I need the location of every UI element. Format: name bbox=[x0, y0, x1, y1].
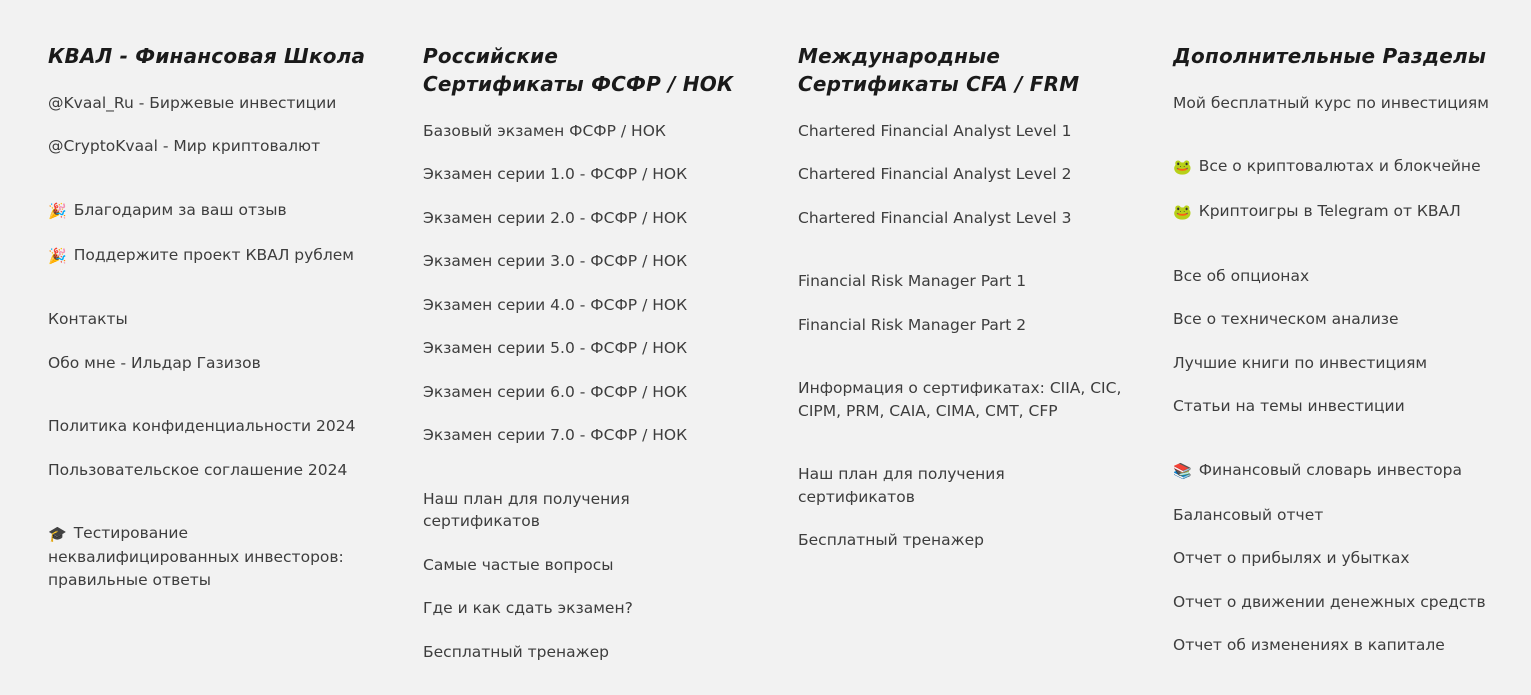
footer-link-самые-частые-вопросы[interactable] bbox=[423, 554, 750, 576]
footer-link-бесплатный-тренажер[interactable] bbox=[423, 641, 750, 663]
footer-link-label: Financial Risk Manager Part 2 bbox=[798, 315, 1027, 334]
footer-link-label: Все о криптовалютах и блокчейне bbox=[1198, 157, 1481, 176]
footer-group-spacer bbox=[798, 443, 1125, 463]
footer-link-chartered-financial-analyst-level-3[interactable] bbox=[798, 207, 1125, 229]
footer-link-label: Chartered Financial Analyst Level 3 bbox=[798, 208, 1072, 227]
footer-link-тестирование-неквалифицированных-инвесто[interactable] bbox=[48, 522, 375, 591]
footer-group-spacer bbox=[48, 395, 375, 415]
frog-icon: 🐸 bbox=[1173, 203, 1192, 222]
footer-link-экзамен-серии-7-0-фсфр-нок[interactable] bbox=[423, 424, 750, 446]
footer-column-title-line1: КВАЛ - Финансовая Школа bbox=[48, 44, 366, 68]
footer-link-label: Бесплатный тренажер bbox=[798, 531, 985, 550]
footer-link-базовый-экзамен-фсфр-нок[interactable] bbox=[423, 120, 750, 142]
books-icon: 📚 bbox=[1173, 461, 1192, 480]
footer-column-title-line2: Сертификаты CFA / FRM bbox=[798, 72, 1080, 96]
footer-link-экзамен-серии-2-0-фсфр-нок[interactable] bbox=[423, 207, 750, 229]
footer-link-label: @Kvaal_Ru - Биржевые инвестиции bbox=[48, 94, 337, 112]
footer-link-label: Все о техническом анализе bbox=[1173, 310, 1399, 329]
footer-link-экзамен-серии-6-0-фсфр-нок[interactable] bbox=[423, 381, 750, 403]
footer-group-spacer bbox=[1173, 245, 1531, 265]
footer-link-лучшие-книги-по-инвестициям[interactable] bbox=[1173, 352, 1531, 374]
footer-link-label: Финансовый словарь инвестора bbox=[1198, 460, 1462, 479]
footer-link-балансовый-отчет[interactable] bbox=[1173, 504, 1531, 526]
footer-link-label: Где и как сдать экзамен? bbox=[423, 599, 633, 618]
footer-group-spacer bbox=[798, 250, 1125, 270]
footer-link-label: Криптоигры в Telegram от КВАЛ bbox=[1198, 202, 1461, 221]
footer-link-label: Лучшие книги по инвестициям bbox=[1173, 353, 1428, 372]
footer-link-label: Благодарим за ваш отзыв bbox=[73, 200, 287, 219]
footer-group-spacer bbox=[48, 288, 375, 308]
footer-column-title bbox=[1173, 42, 1531, 70]
footer-link-label: Поддержите проект КВАЛ рублем bbox=[73, 245, 355, 264]
footer-link-label: Мой бесплатный курс по инвестициям bbox=[1173, 94, 1489, 112]
footer-link-label: Пользовательское соглашение 2024 bbox=[48, 460, 348, 479]
footer-link-label: Тестирование неквалифицированных инвесторов: правильные ответы bbox=[48, 524, 344, 589]
footer-link-экзамен-серии-5-0-фсфр-нок[interactable] bbox=[423, 337, 750, 359]
party-popper-icon: 🎉 bbox=[48, 246, 67, 265]
footer-link-label: Chartered Financial Analyst Level 1 bbox=[798, 122, 1072, 140]
footer-column-4 bbox=[1125, 30, 1531, 677]
footer-link-label: Самые частые вопросы bbox=[423, 555, 614, 574]
footer-link-label: Экзамен серии 2.0 - ФСФР / НОК bbox=[423, 208, 688, 227]
footer-column-1 bbox=[0, 30, 375, 612]
footer-link-информация-о-сертификатах-ciia-cic-cipm-[interactable] bbox=[798, 377, 1125, 422]
footer-link-криптоигры-в-telegram-от-квал[interactable] bbox=[1173, 200, 1531, 224]
footer-link-label: Обо мне - Ильдар Газизов bbox=[48, 353, 261, 372]
footer-link-label: Экзамен серии 6.0 - ФСФР / НОК bbox=[423, 382, 688, 401]
footer-link-label: Статьи на темы инвестиции bbox=[1173, 397, 1405, 416]
footer-link-label: Chartered Financial Analyst Level 2 bbox=[798, 165, 1072, 184]
graduation-cap-icon: 🎓 bbox=[48, 525, 67, 544]
footer-link-label: Все об опционах bbox=[1173, 266, 1310, 285]
footer-column-title bbox=[423, 42, 750, 98]
footer-group-spacer bbox=[48, 502, 375, 522]
footer-link-label: Информация о сертификатах: CIIA, CIC, CIPM, PRM, CAIA, CIMA, CMT, CFP bbox=[798, 379, 1122, 420]
footer-link-financial-risk-manager-part-1[interactable] bbox=[798, 270, 1125, 292]
footer-link-финансовый-словарь-инвестора[interactable] bbox=[1173, 459, 1531, 483]
footer-link-label: Экзамен серии 5.0 - ФСФР / НОК bbox=[423, 339, 688, 358]
footer-link-экзамен-серии-3-0-фсфр-нок[interactable] bbox=[423, 250, 750, 272]
footer-link-где-и-как-сдать-экзамен[interactable] bbox=[423, 597, 750, 619]
footer-link-политика-конфиденциальности-2024[interactable] bbox=[48, 415, 375, 437]
footer-link-label: Экзамен серии 3.0 - ФСФР / НОК bbox=[423, 252, 688, 271]
footer-column-2 bbox=[375, 30, 750, 684]
footer-group-spacer bbox=[798, 357, 1125, 377]
footer-link-экзамен-серии-4-0-фсфр-нок[interactable] bbox=[423, 294, 750, 316]
footer-link-все-о-криптовалютах-и-блокчейне[interactable] bbox=[1173, 155, 1531, 179]
footer-link-kvaal-ru-биржевые-инвестиции[interactable] bbox=[48, 92, 375, 114]
footer-link-label: Экзамен серии 1.0 - ФСФР / НОК bbox=[423, 165, 688, 184]
footer-link-label: Экзамен серии 4.0 - ФСФР / НОК bbox=[423, 295, 688, 314]
footer-link-label: Наш план для получения сертификатов bbox=[423, 489, 630, 531]
footer-link-мой-бесплатный-курс-по-инвестициям[interactable] bbox=[1173, 92, 1531, 114]
footer-link-financial-risk-manager-part-2[interactable] bbox=[798, 314, 1125, 336]
footer-column-title-line1: Дополнительные Разделы bbox=[1173, 44, 1487, 68]
footer-column-title bbox=[48, 42, 375, 70]
footer-link-бесплатный-тренажер[interactable] bbox=[798, 529, 1125, 551]
footer-link-label: Отчет о движении денежных средств bbox=[1173, 592, 1486, 611]
footer-link-label: Политика конфиденциальности 2024 bbox=[48, 417, 356, 436]
footer-group-spacer bbox=[1173, 439, 1531, 459]
footer-link-chartered-financial-analyst-level-2[interactable] bbox=[798, 163, 1125, 185]
footer-link-label: Financial Risk Manager Part 1 bbox=[798, 272, 1027, 291]
footer-group-spacer bbox=[1173, 135, 1531, 155]
footer-link-экзамен-серии-1-0-фсфр-нок[interactable] bbox=[423, 163, 750, 185]
footer-link-отчет-об-изменениях-в-капитале[interactable] bbox=[1173, 634, 1531, 656]
footer-group-spacer bbox=[48, 179, 375, 199]
footer-link-label: Контакты bbox=[48, 310, 128, 329]
party-popper-icon: 🎉 bbox=[48, 201, 67, 220]
footer-link-статьи-на-темы-инвестиции[interactable] bbox=[1173, 395, 1531, 417]
footer-link-отчет-о-прибылях-и-убытках[interactable] bbox=[1173, 547, 1531, 569]
footer-link-наш-план-для-получения-сертификатов[interactable] bbox=[423, 488, 750, 533]
footer-link-обо-мне-ильдар-газизов[interactable] bbox=[48, 352, 375, 374]
footer-link-контакты[interactable] bbox=[48, 308, 375, 330]
footer-link-поддержите-проект-квал-рублем[interactable] bbox=[48, 244, 375, 268]
footer-column-3 bbox=[750, 30, 1125, 573]
footer-link-пользовательское-соглашение-2024[interactable] bbox=[48, 459, 375, 481]
footer-link-cryptokvaal-мир-криптовалют[interactable] bbox=[48, 135, 375, 157]
footer-link-label: Базовый экзамен ФСФР / НОК bbox=[423, 122, 666, 140]
footer-link-label: Балансовый отчет bbox=[1173, 505, 1324, 524]
footer-link-label: Отчет о прибылях и убытках bbox=[1173, 549, 1410, 568]
frog-icon: 🐸 bbox=[1173, 158, 1192, 177]
footer-column-title bbox=[798, 42, 1125, 98]
footer-link-label: Экзамен серии 7.0 - ФСФР / НОК bbox=[423, 426, 688, 445]
footer-group-spacer bbox=[423, 468, 750, 488]
footer-link-все-о-техническом-анализе[interactable] bbox=[1173, 308, 1531, 330]
footer-link-благодарим-за-ваш-отзыв[interactable] bbox=[48, 199, 375, 223]
footer-link-наш-план-для-получения-сертификатов[interactable] bbox=[798, 463, 1125, 508]
footer-link-label: Отчет об изменениях в капитале bbox=[1173, 636, 1445, 654]
footer-link-label: Наш план для получения сертификатов bbox=[798, 465, 1005, 506]
footer-link-chartered-financial-analyst-level-1[interactable] bbox=[798, 120, 1125, 142]
footer-link-все-об-опционах[interactable] bbox=[1173, 265, 1531, 287]
footer-column-title-line1: Российские bbox=[423, 44, 559, 68]
footer-link-отчет-о-движении-денежных-средств[interactable] bbox=[1173, 591, 1531, 613]
footer-link-label: @CryptoKvaal - Мир криптовалют bbox=[48, 137, 321, 156]
footer-link-label: Бесплатный тренажер bbox=[423, 642, 610, 661]
footer-column-title-line2: Сертификаты ФСФР / НОК bbox=[423, 72, 734, 96]
footer-column-title-line1: Международные bbox=[798, 44, 1001, 68]
